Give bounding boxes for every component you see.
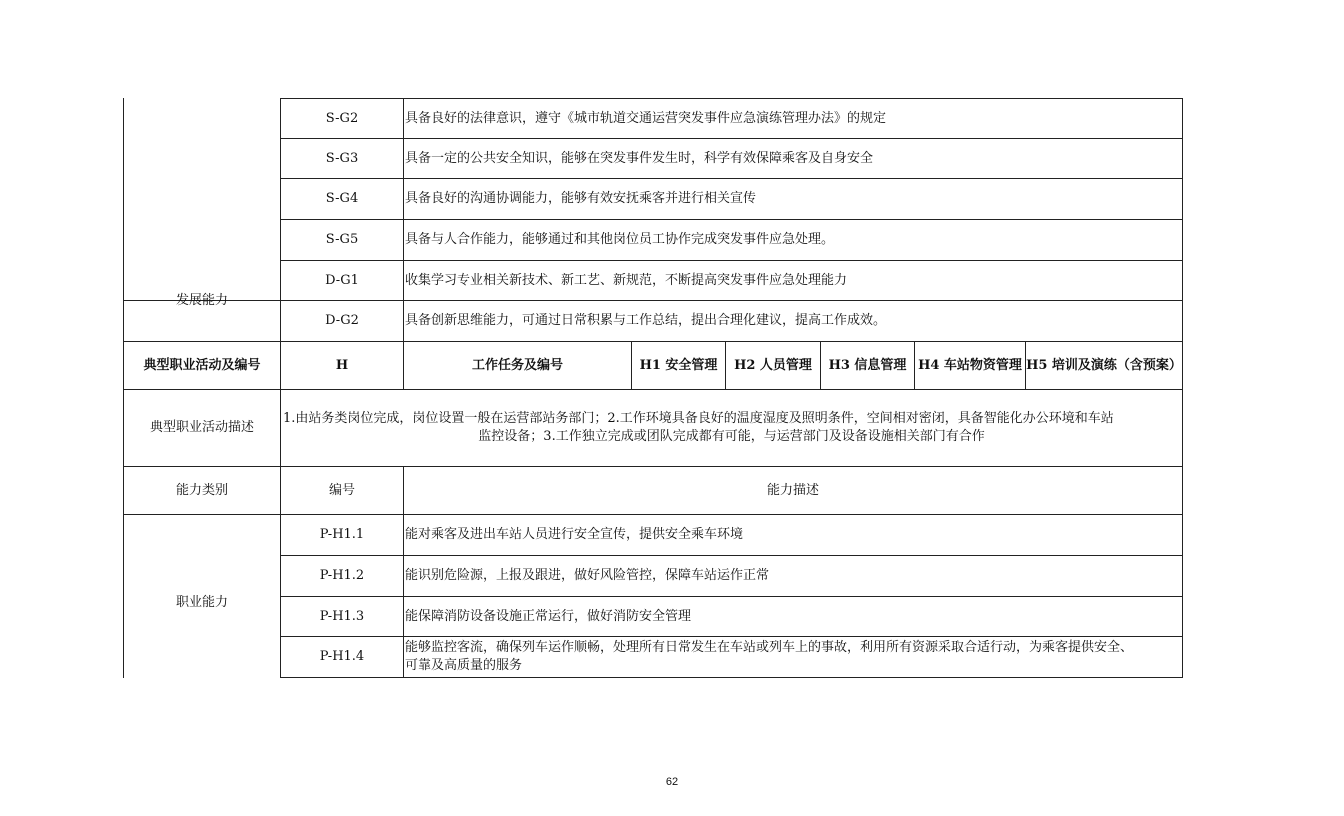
ability-code-header: 编号: [281, 467, 404, 515]
activity-code: H: [281, 342, 404, 390]
code-cell: D-G2: [281, 301, 404, 342]
description-cell: 具备创新思维能力，可通过日常积累与工作总结，提出合理化建议，提高工作成效。: [404, 301, 1183, 342]
activity-description: [281, 390, 1183, 467]
description-cell: 能识别危险源，上报及跟进，做好风险管控，保障车站运作正常: [404, 556, 1183, 597]
description-line-1: 能够监控客流，确保列车运作顺畅，处理所有日常发生在车站或列车上的事故，利用所有资源采取合适行动，为乘客提供安全、: [405, 640, 1134, 655]
description-line-2: 监控设备；3.工作独立完成或团队完成都有可能，与运营部门及设备设施相关部门有合作: [478, 429, 985, 444]
activity-header-label: 典型职业活动及编号: [123, 342, 281, 390]
code-cell: P-H1.4: [281, 637, 404, 678]
code-cell: S-G2: [281, 98, 404, 139]
description-cell: 具备与人合作能力，能够通过和其他岗位员工协作完成突发事件应急处理。: [404, 220, 1183, 261]
code-cell: P-H1.3: [281, 597, 404, 637]
description-cell: 具备良好的法律意识，遵守《城市轨道交通运营突发事件应急演练管理办法》的规定: [404, 98, 1183, 139]
task-h3: H3 信息管理: [821, 342, 915, 390]
activity-description-label: 典型职业活动描述: [123, 390, 281, 467]
task-h2: H2 人员管理: [726, 342, 821, 390]
description-cell: 具备一定的公共安全知识，能够在突发事件发生时，科学有效保障乘客及自身安全: [404, 139, 1183, 179]
code-cell: D-G1: [281, 261, 404, 301]
tasks-label: 工作任务及编号: [404, 342, 632, 390]
description-cell: 能保障消防设备设施正常运行，做好消防安全管理: [404, 597, 1183, 637]
description-cell: [404, 637, 1183, 678]
task-h1: H1 安全管理: [632, 342, 726, 390]
description-line-2: 可靠及高质量的服务: [405, 658, 523, 673]
professional-ability-label: 职业能力: [123, 515, 281, 678]
code-cell: S-G5: [281, 220, 404, 261]
code-cell: P-H1.2: [281, 556, 404, 597]
task-h4: H4 车站物资管理: [915, 342, 1026, 390]
code-cell: P-H1.1: [281, 515, 404, 556]
description-cell: 能对乘客及进出车站人员进行安全宣传，提供安全乘车环境: [404, 515, 1183, 556]
description-line-1: 1.由站务类岗位完成，岗位设置一般在运营部站务部门；2.工作环境具备良好的温度湿度及照明条件，空间相对密闭，具备智能化办公环境和车站: [283, 411, 1114, 426]
code-cell: S-G3: [281, 139, 404, 179]
description-cell: 具备良好的沟通协调能力，能够有效安抚乘客并进行相关宣传: [404, 179, 1183, 220]
ability-description-header: 能力描述: [404, 467, 1183, 515]
task-h5: H5 培训及演练（含预案）: [1026, 342, 1183, 390]
page-number: 62: [665, 776, 679, 788]
competency-table: [123, 98, 1183, 678]
development-ability-label: 发展能力: [123, 261, 281, 342]
description-cell: 收集学习专业相关新技术、新工艺、新规范，不断提高突发事件应急处理能力: [404, 261, 1183, 301]
ability-category-header: 能力类别: [123, 467, 281, 515]
code-cell: S-G4: [281, 179, 404, 220]
